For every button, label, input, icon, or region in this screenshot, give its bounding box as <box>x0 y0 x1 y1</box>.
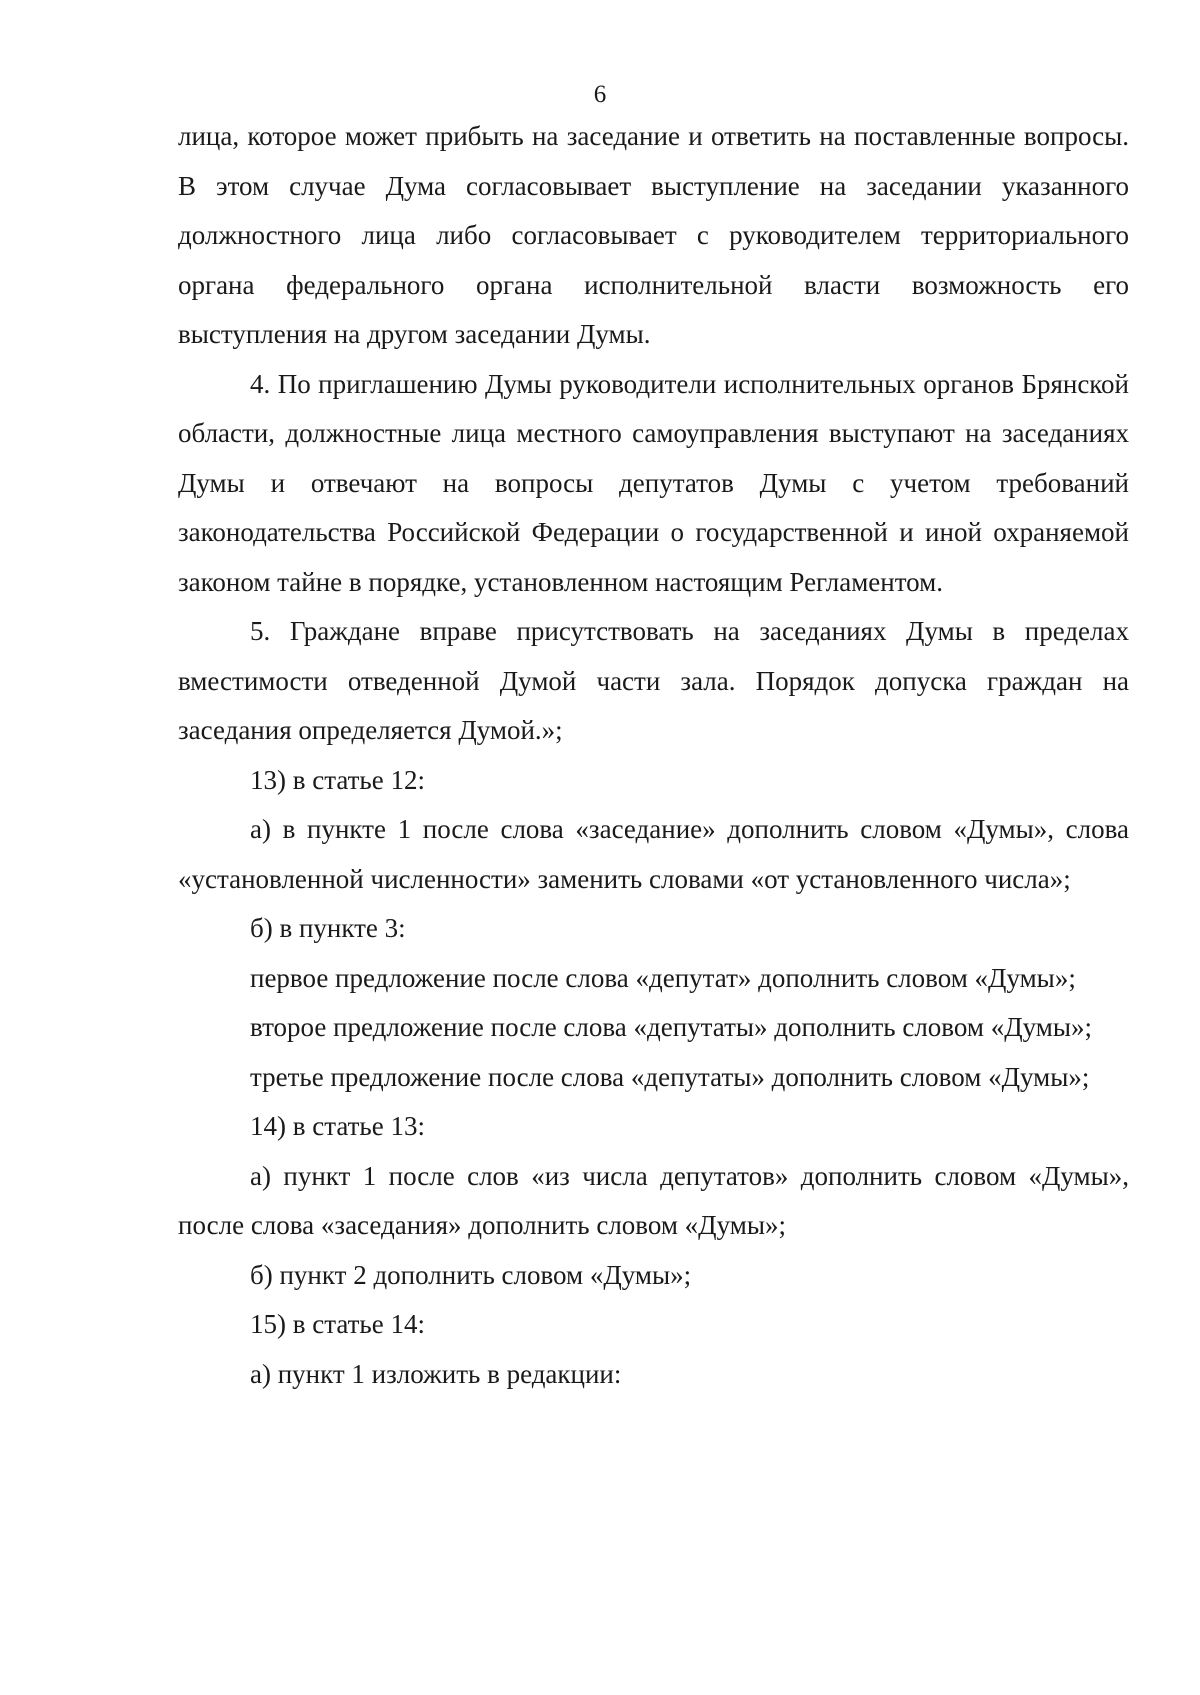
paragraph-first-sentence: первое предложение после слова «депутат» дополнить словом «Думы»; <box>250 962 1076 993</box>
paragraph-amendment-13: 13) в статье 12: <box>250 764 425 795</box>
paragraph-amendment-15: 15) в статье 14: <box>250 1309 425 1339</box>
paragraph-amendment-14a: а) пункт 1 после слов «из числа депутатов» дополнить словом «Думы», после слова «заседания» дополнить словом «Думы»; <box>178 1160 1129 1240</box>
paragraph-amendment-13b: б) в пункте 3: <box>250 913 406 943</box>
document-body <box>178 112 1129 1399</box>
page-number: 6 <box>593 81 607 108</box>
paragraph-amendment-13a: а) в пункте 1 после слова «заседание» дополнить словом «Думы», слова «установленной численности» заменить словами «от установленного числа»; <box>178 814 1129 894</box>
paragraph-third-sentence: третье предложение после слова «депутаты» дополнить словом «Думы»; <box>250 1061 1090 1092</box>
paragraph-amendment-15a: а) пункт 1 изложить в редакции: <box>250 1358 622 1389</box>
paragraph-item-4: 4. По приглашению Думы руководители исполнительных органов Брянской области, должностные лица местного самоуправления выступают на заседаниях Думы и отвечают на вопросы депутатов Думы с учетом требований законодательства Российской Федерации о государственной и иной охраняемой законом тайне в порядке, установленном настоящим Регламентом. <box>178 368 1129 597</box>
paragraph-second-sentence: второе предложение после слова «депутаты» дополнить словом «Думы»; <box>250 1012 1092 1042</box>
paragraph-amendment-14: 14) в статье 13: <box>250 1111 425 1141</box>
paragraph-continuation: лица, которое может прибыть на заседание и ответить на поставленные вопросы. В этом случае Дума согласовывает выступление на заседании указанного должностного лица либо согласовывает с руководителем территориального органа федерального органа исполнительной власти возможность его выступления на другом заседании Думы. <box>178 121 1129 349</box>
paragraph-item-5: 5. Граждане вправе присутствовать на заседаниях Думы в пределах вместимости отведенной Думой части зала. Порядок допуска граждан на заседания определяется Думой.»; <box>178 616 1129 745</box>
paragraph-amendment-14b: б) пункт 2 дополнить словом «Думы»; <box>250 1259 692 1290</box>
